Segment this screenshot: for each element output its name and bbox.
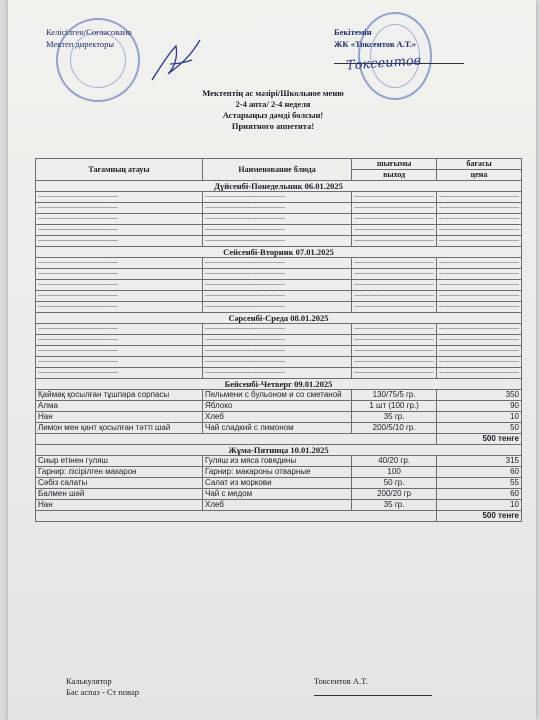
day-header-row [36,379,522,390]
menu-row [36,401,522,412]
dash-name-kz: ---------------------------------------- [36,280,203,291]
dash-name-kz: ---------------------------------------- [36,225,203,236]
dash-name-kz: ---------------------------------------- [36,214,203,225]
col-name-kz: Тағамның атауы [36,159,203,181]
dish-name-kz: Нан [36,500,203,511]
day-total: 500 тенге [437,511,522,522]
dish-name-ru: Пельмени с бульоном и со сметаной [202,390,351,401]
footer-roles [66,676,139,698]
dash-price: ---------------------------------------- [437,346,522,357]
dish-name-ru: Салат из моркови [202,478,351,489]
dish-price: 60 [437,489,522,500]
empty-menu-row [36,357,522,368]
dish-price: 50 [437,423,522,434]
dash-name-kz: ---------------------------------------- [36,192,203,203]
empty-menu-row [36,236,522,247]
col-output-ru: выход [352,170,437,181]
dash-name-ru: ---------------------------------------- [202,280,351,291]
col-output-kz: шығымы [352,159,437,170]
dash-output: ---------------------------------------- [352,192,437,203]
dash-name-kz: ---------------------------------------- [36,302,203,313]
dish-output: 35 гр. [352,500,437,511]
dash-name-kz: ---------------------------------------- [36,368,203,379]
col-price-ru: цена [437,170,522,181]
empty-menu-row [36,192,522,203]
menu-row [36,456,522,467]
approved-label: Бекітемін [334,27,372,37]
empty-menu-row [36,214,522,225]
col-name-ru: Наименование блюда [202,159,351,181]
total-blank [36,511,437,522]
dash-name-ru: ---------------------------------------- [202,269,351,280]
dash-output: ---------------------------------------- [352,258,437,269]
dash-price: ---------------------------------------- [437,192,522,203]
day-header-row [36,445,522,456]
dash-name-kz: ---------------------------------------- [36,357,203,368]
dash-price: ---------------------------------------- [437,302,522,313]
dash-name-kz: ---------------------------------------- [36,269,203,280]
dash-output: ---------------------------------------- [352,280,437,291]
empty-menu-row [36,346,522,357]
dash-name-kz: ---------------------------------------- [36,203,203,214]
dash-name-ru: ---------------------------------------- [202,192,351,203]
dish-name-kz: Нан [36,412,203,423]
dash-name-kz: ---------------------------------------- [36,335,203,346]
dish-price: 10 [437,412,522,423]
dash-price: ---------------------------------------- [437,280,522,291]
day-header-row [36,247,522,258]
dish-name-ru: Чай сладкий с лимоном [202,423,351,434]
footer-role-2: Бас аспаз - Ст повар [66,687,139,697]
footer-name: Токсеитов А.Т. [314,676,368,686]
dish-name-ru: Хлеб [202,500,351,511]
dish-output: 40/20 гр. [352,456,437,467]
dash-price: ---------------------------------------- [437,258,522,269]
dish-price: 60 [437,467,522,478]
dash-name-ru: ---------------------------------------- [202,302,351,313]
dish-name-ru: Чай с медом [202,489,351,500]
dish-name-kz: Лимон мен қант қосылған тәтті шай [36,423,203,434]
day-title: Жұма-Пятница 10.01.2025 [36,445,522,456]
dish-name-kz: Сиыр етінен гуляш [36,456,203,467]
day-total: 500 тенге [437,434,522,445]
dash-output: ---------------------------------------- [352,214,437,225]
dish-name-kz: Сәбіз салаты [36,478,203,489]
day-title: Бейсенбі-Четверг 09.01.2025 [36,379,522,390]
dash-name-kz: ---------------------------------------- [36,291,203,302]
dash-name-kz: ---------------------------------------- [36,258,203,269]
dish-name-ru: Хлеб [202,412,351,423]
empty-menu-row [36,203,522,214]
dash-name-kz: ---------------------------------------- [36,324,203,335]
dish-name-ru: Гарнир: макароны отварные [202,467,351,478]
footer-signature [314,676,432,696]
empty-menu-row [36,302,522,313]
empty-menu-row [36,280,522,291]
dash-output: ---------------------------------------- [352,324,437,335]
dish-price: 10 [437,500,522,511]
dash-name-ru: ---------------------------------------- [202,236,351,247]
dish-price: 350 [437,390,522,401]
dash-output: ---------------------------------------- [352,302,437,313]
agreed-block [46,26,132,50]
dash-name-ru: ---------------------------------------- [202,214,351,225]
heading-line-3: Астарыңыз дәмді болсын! [222,110,324,120]
empty-menu-row [36,335,522,346]
agreed-role: Мектеп директоры [46,39,115,49]
empty-menu-row [36,291,522,302]
dash-price: ---------------------------------------- [437,214,522,225]
dash-name-kz: ---------------------------------------- [36,236,203,247]
dash-output: ---------------------------------------- [352,346,437,357]
dash-price: ---------------------------------------- [437,269,522,280]
day-total-row [36,511,522,522]
dish-output: 1 шт (100 гр.) [352,401,437,412]
heading-line-4: Приятного аппетита! [231,121,315,131]
dish-name-ru: Яблоко [202,401,351,412]
menu-row [36,489,522,500]
dash-name-ru: ---------------------------------------- [202,346,351,357]
dish-price: 315 [437,456,522,467]
dash-price: ---------------------------------------- [437,368,522,379]
dish-name-kz: Қаймақ қосылған тұшпара сорпасы [36,390,203,401]
dash-output: ---------------------------------------- [352,225,437,236]
dash-name-ru: ---------------------------------------- [202,335,351,346]
menu-row [36,478,522,489]
empty-menu-row [36,258,522,269]
day-title: Сәрсенбі-Среда 08.01.2025 [36,313,522,324]
menu-row [36,390,522,401]
footer-signature-line [314,695,432,696]
dish-name-ru: Гуляш из мяса говядины [202,456,351,467]
dash-name-ru: ---------------------------------------- [202,258,351,269]
dish-output: 50 гр. [352,478,437,489]
dash-price: ---------------------------------------- [437,357,522,368]
dash-name-ru: ---------------------------------------- [202,291,351,302]
dash-name-kz: ---------------------------------------- [36,346,203,357]
dish-name-kz: Алма [36,401,203,412]
menu-heading [168,88,378,132]
menu-row [36,423,522,434]
total-blank [36,434,437,445]
dish-price: 55 [437,478,522,489]
empty-menu-row [36,225,522,236]
dish-output: 35 гр. [352,412,437,423]
dash-output: ---------------------------------------- [352,291,437,302]
day-header-row [36,313,522,324]
dash-price: ---------------------------------------- [437,291,522,302]
director-signature [148,34,208,86]
dash-output: ---------------------------------------- [352,335,437,346]
dish-name-kz: Балмен шәй [36,489,203,500]
dash-output: ---------------------------------------- [352,368,437,379]
col-price-kz: бағасы [437,159,522,170]
footer-role-1: Калькулятор [66,676,112,686]
menu-body [36,181,522,522]
menu-sheet [8,0,536,720]
heading-line-2: 2-4 апта/ 2-4 неделя [235,99,311,109]
dash-name-ru: ---------------------------------------- [202,357,351,368]
dish-output: 200/5/10 гр. [352,423,437,434]
day-title: Сейсенбі-Вторник 07.01.2025 [36,247,522,258]
empty-menu-row [36,269,522,280]
day-header-row [36,181,522,192]
dash-name-ru: ---------------------------------------- [202,225,351,236]
dash-output: ---------------------------------------- [352,203,437,214]
dash-price: ---------------------------------------- [437,236,522,247]
menu-table [35,158,522,522]
dash-price: ---------------------------------------- [437,225,522,236]
dish-price: 90 [437,401,522,412]
dash-output: ---------------------------------------- [352,236,437,247]
dash-output: ---------------------------------------- [352,269,437,280]
empty-menu-row [36,324,522,335]
agreed-label: Келісілген/Согласовано [46,27,132,37]
approved-org: ЖК «Токсеитов А.Т.» [334,39,416,49]
menu-row [36,500,522,511]
day-title: Дүйсенбі-Понедельник 06.01.2025 [36,181,522,192]
dash-name-ru: ---------------------------------------- [202,368,351,379]
dash-output: ---------------------------------------- [352,357,437,368]
dash-price: ---------------------------------------- [437,335,522,346]
heading-line-1: Мектептің ас мәзірі/Школьное меню [202,88,344,98]
empty-menu-row [36,368,522,379]
dish-output: 100 [352,467,437,478]
menu-row [36,412,522,423]
menu-row [36,467,522,478]
dish-output: 200/20 гр [352,489,437,500]
dish-name-kz: Гарнир: пісірілген макарон [36,467,203,478]
dish-output: 130/75/5 гр. [352,390,437,401]
dash-price: ---------------------------------------- [437,324,522,335]
dash-name-ru: ---------------------------------------- [202,324,351,335]
dash-name-ru: ---------------------------------------- [202,203,351,214]
day-total-row [36,434,522,445]
approved-signature: Токсеитов [345,53,422,74]
dash-price: ---------------------------------------- [437,203,522,214]
